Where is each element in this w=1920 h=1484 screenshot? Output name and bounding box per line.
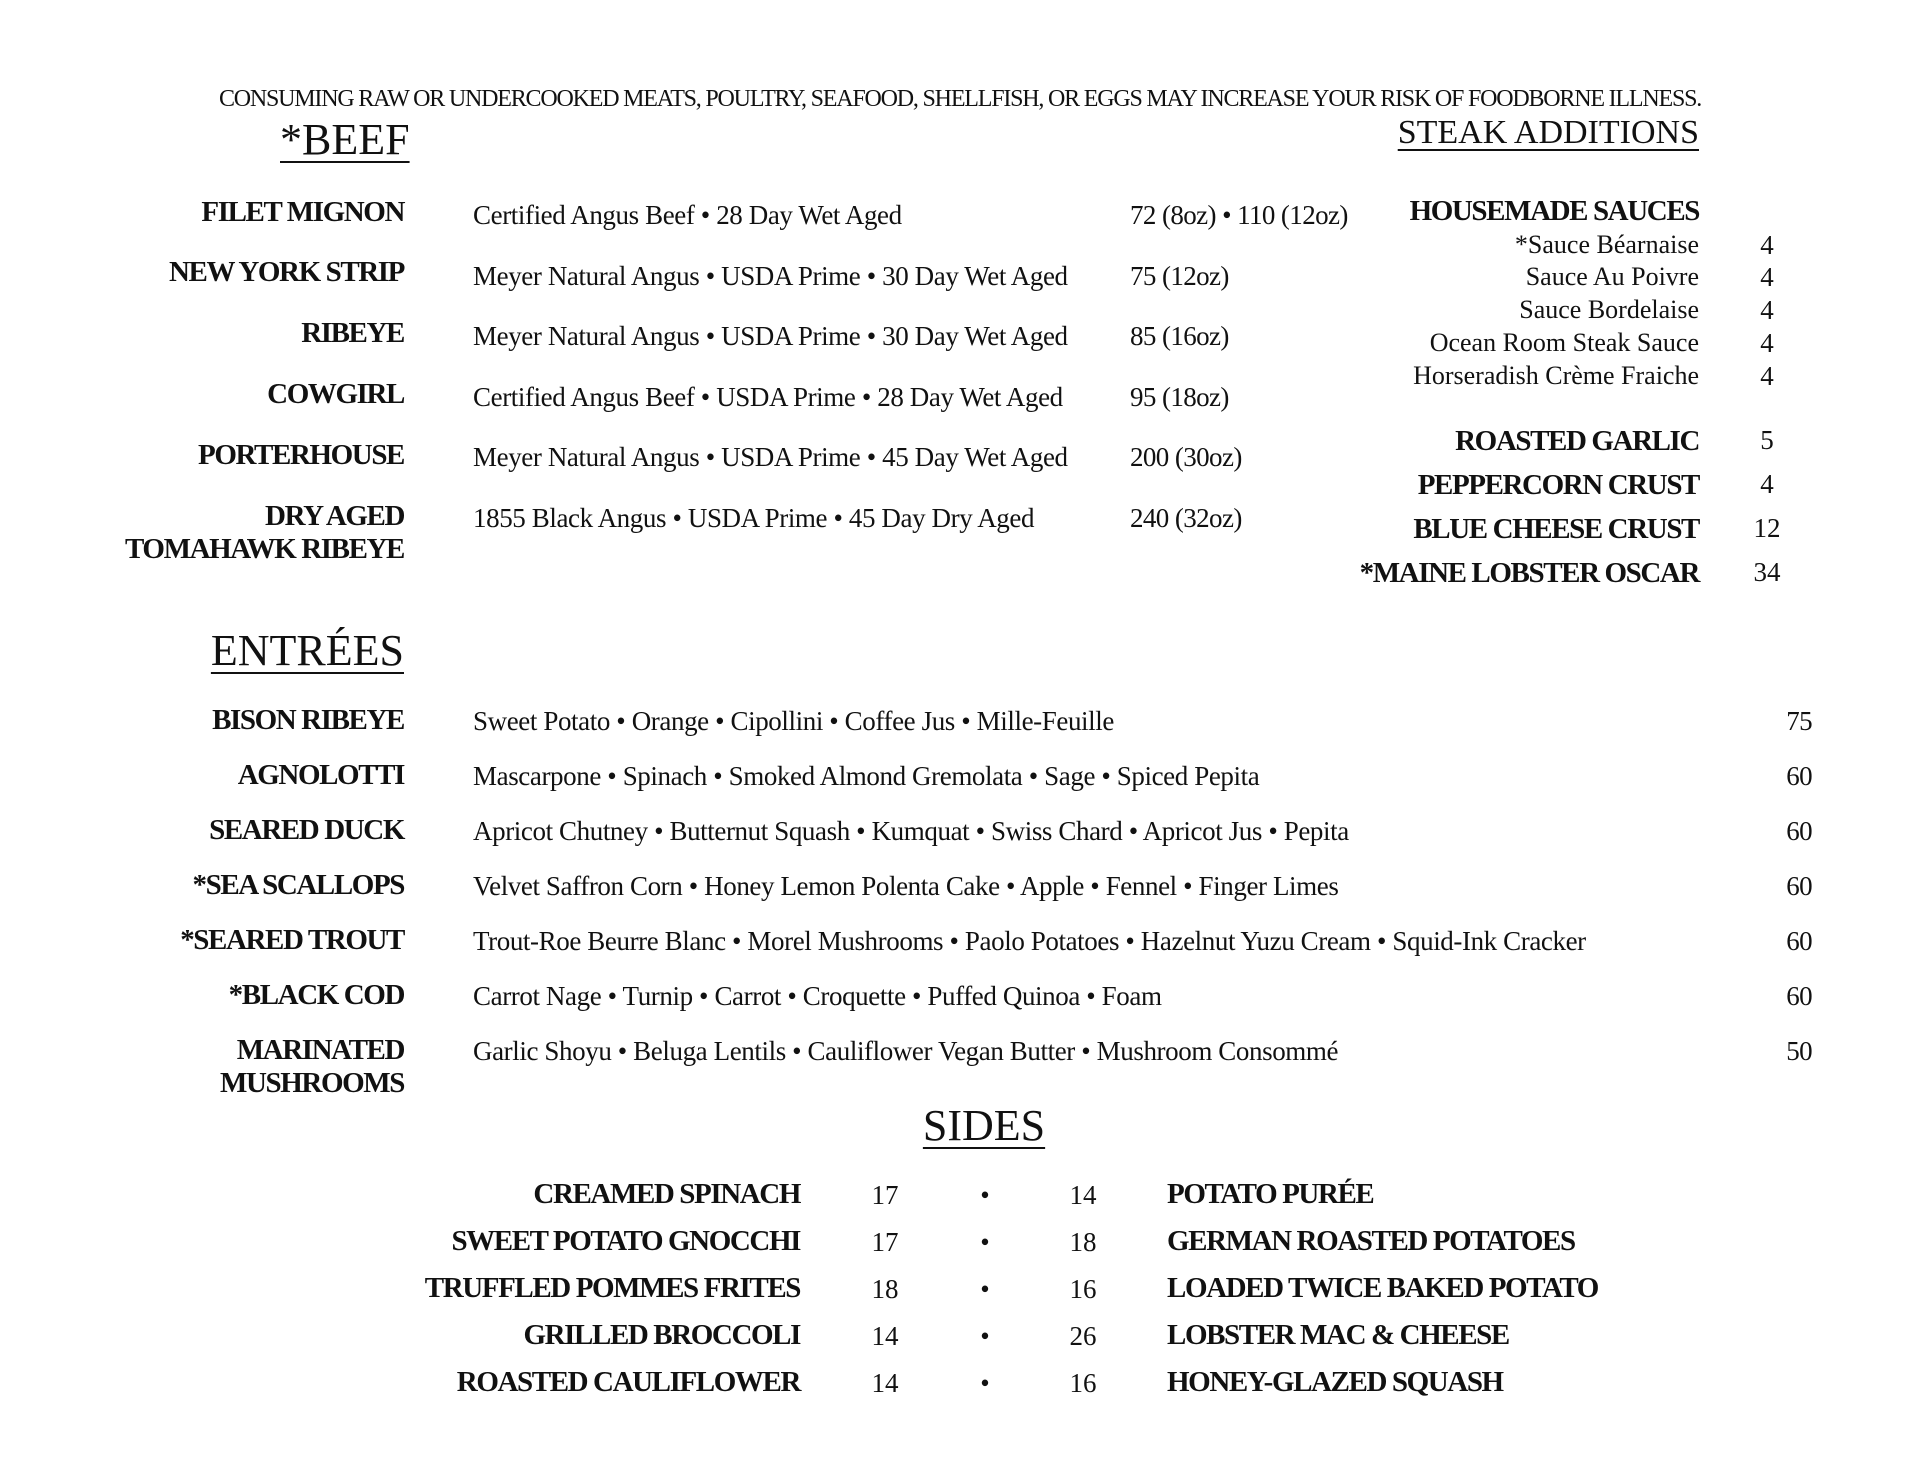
side-item-name: LOADED TWICE BAKED POTATO — [1167, 1272, 1598, 1304]
sauce-price: 4 — [1760, 230, 1774, 260]
side-item-price: 17 — [871, 1180, 899, 1210]
entree-item-name: *SEA SCALLOPS — [192, 869, 404, 901]
side-item-name: CREAMED SPINACH — [533, 1178, 800, 1210]
beef-item-name-continued: TOMAHAWK RIBEYE — [125, 533, 404, 565]
side-item-price: 18 — [871, 1274, 899, 1304]
side-item-name: LOBSTER MAC & CHEESE — [1167, 1319, 1509, 1351]
side-item-name: POTATO PURÉE — [1167, 1178, 1374, 1210]
side-item-price: 14 — [871, 1368, 899, 1398]
sides-separator: • — [980, 1321, 990, 1351]
beef-item-price: 75 (12oz) — [1130, 261, 1229, 291]
beef-item-name: NEW YORK STRIP — [169, 256, 404, 288]
sauce-price: 4 — [1760, 328, 1774, 358]
entree-item-name: *BLACK COD — [228, 979, 404, 1011]
sauce-price: 4 — [1760, 295, 1774, 325]
sauce-name: Ocean Room Steak Sauce — [1429, 328, 1699, 357]
entree-item-name: MARINATED — [236, 1034, 404, 1066]
side-item-price: 16 — [1069, 1368, 1097, 1398]
entree-item-price: 60 — [1786, 871, 1812, 901]
beef-item-name: FILET MIGNON — [201, 196, 404, 228]
beef-section-title: *BEEF — [280, 115, 410, 164]
side-item-name: HONEY-GLAZED SQUASH — [1167, 1366, 1503, 1398]
sides-separator: • — [980, 1368, 990, 1398]
addition-name: PEPPERCORN CRUST — [1417, 469, 1699, 501]
entree-item-price: 50 — [1786, 1036, 1812, 1066]
beef-item-name: DRY AGED — [265, 500, 404, 532]
beef-item-description: 1855 Black Angus • USDA Prime • 45 Day Dry Aged — [473, 503, 1035, 533]
entree-item-price: 60 — [1786, 761, 1812, 791]
beef-item-description: Meyer Natural Angus • USDA Prime • 45 Day Wet Aged — [473, 442, 1068, 472]
sides-separator: • — [980, 1227, 990, 1257]
sides-separator: • — [980, 1274, 990, 1304]
entree-item-price: 60 — [1786, 981, 1812, 1011]
entree-item-price: 60 — [1786, 816, 1812, 846]
side-item-price: 26 — [1069, 1321, 1097, 1351]
sauce-name: Sauce Au Poivre — [1525, 262, 1699, 291]
beef-item-description: Certified Angus Beef • USDA Prime • 28 Day Wet Aged — [473, 382, 1063, 412]
addition-price: 5 — [1760, 425, 1774, 455]
entree-item-name: BISON RIBEYE — [212, 704, 404, 736]
beef-item-price: 95 (18oz) — [1130, 382, 1229, 412]
sides-section-title: SIDES — [922, 1101, 1046, 1150]
beef-item-name: PORTERHOUSE — [198, 439, 404, 471]
entree-item-description: Carrot Nage • Turnip • Carrot • Croquette • Puffed Quinoa • Foam — [473, 981, 1162, 1011]
sauce-name: *Sauce Béarnaise — [1514, 230, 1699, 259]
side-item-price: 18 — [1069, 1227, 1097, 1257]
side-item-name: ROASTED CAULIFLOWER — [456, 1366, 800, 1398]
side-item-price: 14 — [871, 1321, 899, 1351]
entree-item-name: *SEARED TROUT — [180, 924, 404, 956]
side-item-name: GERMAN ROASTED POTATOES — [1167, 1225, 1575, 1257]
housemade-sauces-title: HOUSEMADE SAUCES — [1409, 195, 1699, 227]
sides-separator: • — [980, 1180, 990, 1210]
addition-price: 34 — [1753, 557, 1781, 587]
beef-item-price: 72 (8oz) • 110 (12oz) — [1130, 200, 1348, 230]
addition-name: ROASTED GARLIC — [1455, 425, 1699, 457]
entree-item-description: Apricot Chutney • Butternut Squash • Kumquat • Swiss Chard • Apricot Jus • Pepita — [473, 816, 1349, 846]
entree-item-price: 75 — [1786, 706, 1812, 736]
addition-price: 4 — [1760, 469, 1774, 499]
addition-name: *MAINE LOBSTER OSCAR — [1359, 557, 1699, 589]
entree-item-price: 60 — [1786, 926, 1812, 956]
entree-item-description: Velvet Saffron Corn • Honey Lemon Polenta Cake • Apple • Fennel • Finger Limes — [473, 871, 1339, 901]
sauce-name: Horseradish Crème Fraiche — [1413, 361, 1699, 390]
entree-item-description: Trout-Roe Beurre Blanc • Morel Mushrooms • Paolo Potatoes • Hazelnut Yuzu Cream • Squid-Ink Cracker — [473, 926, 1586, 956]
beef-item-name: COWGIRL — [267, 378, 404, 410]
entree-item-description: Garlic Shoyu • Beluga Lentils • Cauliflower Vegan Butter • Mushroom Consommé — [473, 1036, 1339, 1066]
sauce-name: Sauce Bordelaise — [1519, 295, 1699, 324]
beef-item-description: Meyer Natural Angus • USDA Prime • 30 Day Wet Aged — [473, 321, 1068, 351]
beef-item-description: Certified Angus Beef • 28 Day Wet Aged — [473, 200, 902, 230]
beef-item-price: 200 (30oz) — [1130, 442, 1242, 472]
addition-price: 12 — [1753, 513, 1781, 543]
addition-name: BLUE CHEESE CRUST — [1413, 513, 1699, 545]
beef-item-description: Meyer Natural Angus • USDA Prime • 30 Day Wet Aged — [473, 261, 1068, 291]
beef-item-name: RIBEYE — [301, 317, 404, 349]
beef-item-price: 85 (16oz) — [1130, 321, 1229, 351]
entree-item-description: Mascarpone • Spinach • Smoked Almond Gremolata • Sage • Spiced Pepita — [473, 761, 1260, 791]
side-item-name: SWEET POTATO GNOCCHI — [451, 1225, 800, 1257]
sauce-price: 4 — [1760, 262, 1774, 292]
sauce-price: 4 — [1760, 361, 1774, 391]
entree-item-description: Sweet Potato • Orange • Cipollini • Coffee Jus • Mille-Feuille — [473, 706, 1114, 736]
side-item-price: 16 — [1069, 1274, 1097, 1304]
entrees-section-title: ENTRÉES — [210, 626, 404, 675]
side-item-price: 14 — [1069, 1180, 1097, 1210]
foodborne-illness-warning: CONSUMING RAW OR UNDERCOOKED MEATS, POULTRY, SEAFOOD, SHELLFISH, OR EGGS MAY INCREASE YOUR RISK OF FOODBORNE ILLNESS. — [218, 86, 1702, 112]
entree-item-name: SEARED DUCK — [209, 814, 404, 846]
side-item-price: 17 — [871, 1227, 899, 1257]
side-item-name: GRILLED BROCCOLI — [523, 1319, 800, 1351]
entree-item-name-continued: MUSHROOMS — [220, 1067, 404, 1099]
entree-item-name: AGNOLOTTI — [237, 759, 404, 791]
beef-item-price: 240 (32oz) — [1130, 503, 1242, 533]
side-item-name: TRUFFLED POMMES FRITES — [424, 1272, 800, 1304]
steak-additions-title: STEAK ADDITIONS — [1397, 114, 1699, 151]
